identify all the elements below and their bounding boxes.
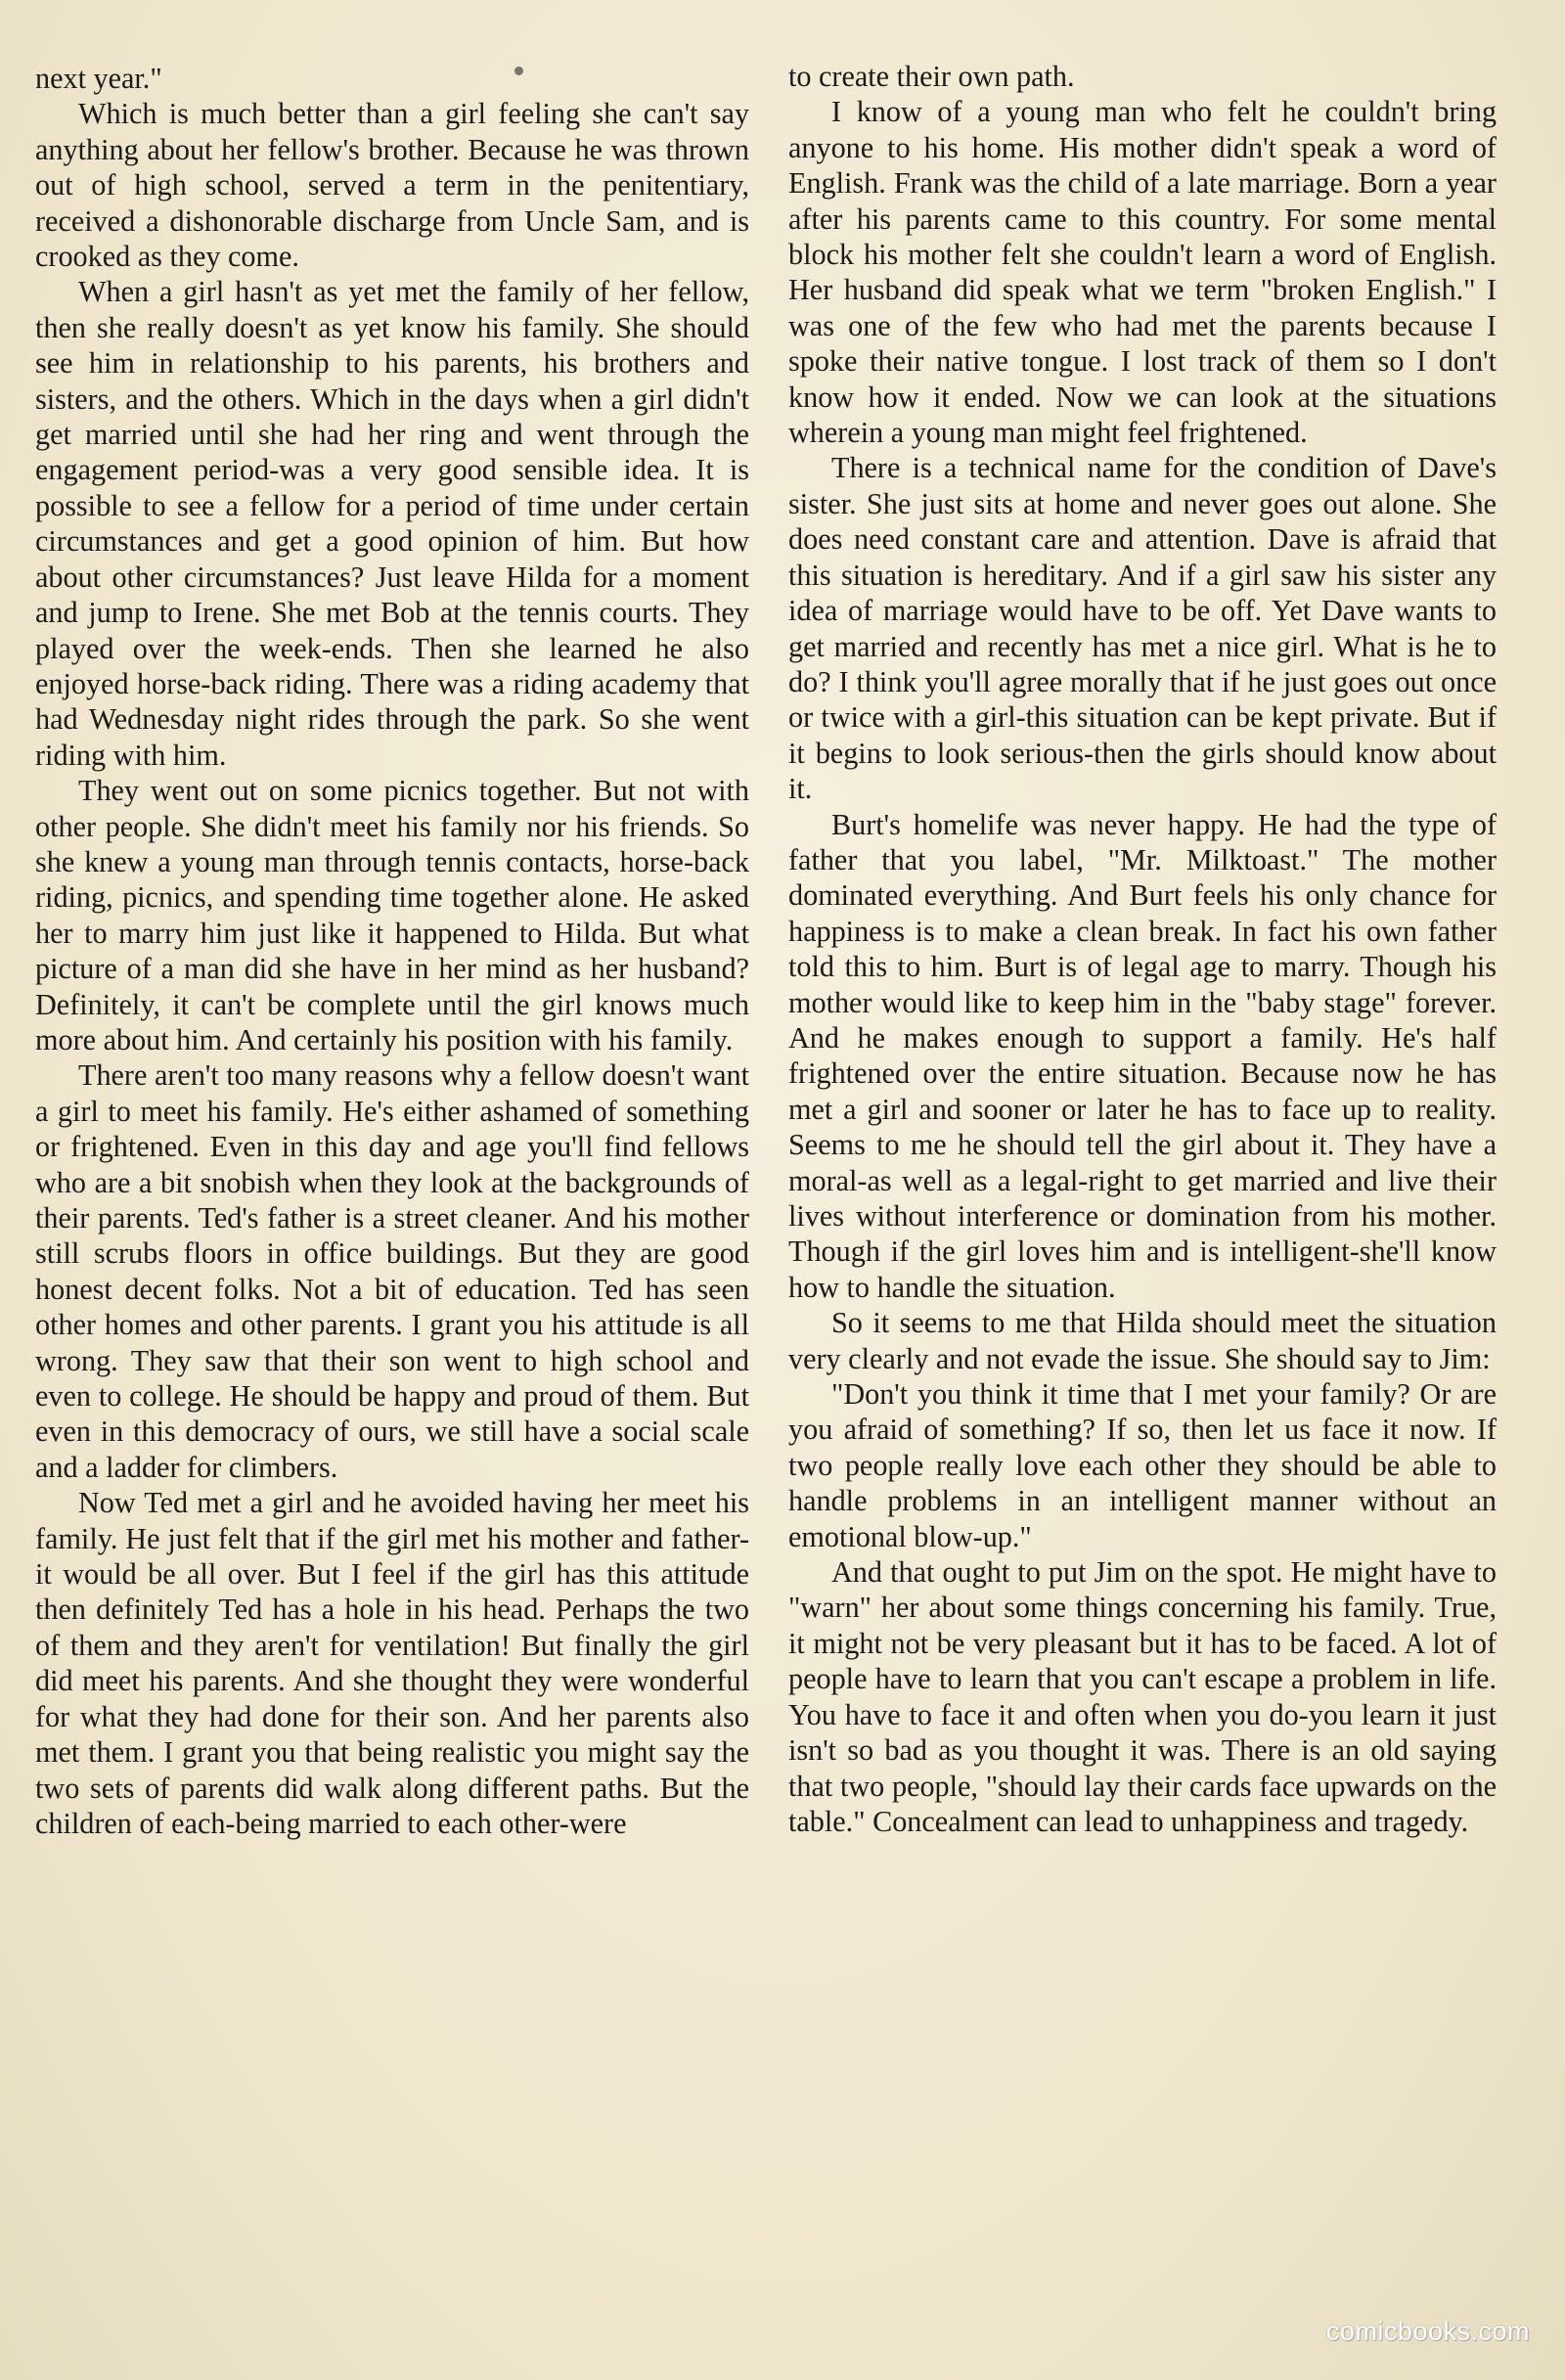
paragraph: There aren't too many reasons why a fellow doesn't want a girl to meet his family. He's either ashamed of something or frightened. Even in this day and age you'll find fellows who are a bit snobish when they look at the backgrounds of their parents. Ted's father is a street cleaner. And his mother still scrubs floors in office buildings. But they are good honest decent folks. Not a bit of education. Ted has seen other homes and other parents. I grant you his attitude is all wrong. They saw that their son went to high school and even to college. He should be happy and proud of them. But even in this democracy of ours, we still have a social scale and a ladder for climbers. bbox=[35, 1058, 749, 1484]
paragraph: Burt's homelife was never happy. He had the type of father that you label, "Mr. Milktoast." The mother dominated everything. And Burt feels his only chance for happiness is to make a clean break. In fact his own father told this to him. Burt is of legal age to marry. Though his mother would like to keep him in the "baby stage" forever. And he makes enough to support a family. He's half frightened over the entire situation. Because now he has met a girl and sooner or later he has to face up to reality. Seems to me he should tell the girl about it. They have a moral-as well as a legal-right to get married and live their lives without interference or domination from his mother. Though if the girl loves him and is intelligent-she'll know how to handle the situation. bbox=[788, 807, 1497, 1304]
paragraph: Which is much better than a girl feeling she can't say anything about her fellow's brother. Because he was thrown out of high school, served a term in the penitentiary, received a dishonorable discharge from Uncle Sam, and is crooked as they come. bbox=[35, 97, 749, 274]
paragraph: And that ought to put Jim on the spot. He might have to "warn" her about some things concerning his family. True, it might not be very pleasant but it has to be faced. A lot of people have to learn that you can't escape a problem in life. You have to face it and often when you do-you learn it just isn't so bad as you thought it was. There is an old saying that two people, "should lay their cards face upwards on the table." Concealment can lead to unhappiness and tragedy. bbox=[788, 1555, 1497, 1838]
right-text-column bbox=[788, 59, 1497, 1839]
paragraph: next year." bbox=[35, 62, 162, 95]
paragraph: When a girl hasn't as yet met the family of her fellow, then she really doesn't as yet know his family. She should see him in relationship to his parents, his brothers and sisters, and the others. Which in the days when a girl didn't get married until she had her ring and went through the engagement period-was a very good sensible idea. It is possible to see a fellow for a period of time under certain circumstances and get a good opinion of him. But how about other circumstances? Just leave Hilda for a moment and jump to Irene. She met Bob at the tennis courts. They played over the week-ends. Then she learned he also enjoyed horse-back riding. There was a riding academy that had Wednesday night rides through the park. So she went riding with him. bbox=[35, 275, 749, 772]
paragraph: I know of a young man who felt he couldn't bring anyone to his home. His mother didn't speak a word of English. Frank was the child of a late marriage. Born a year after his parents came to this country. For some mental block his mother felt she couldn't learn a word of English. Her husband did speak what we term "broken English." I was one of the few who had met the parents because I spoke their native tongue. I lost track of them so I don't know how it ended. Now we can look at the situations wherein a young man might feel frightened. bbox=[788, 95, 1497, 450]
left-text-column bbox=[35, 61, 749, 1841]
paragraph: "Don't you think it time that I met your family? Or are you afraid of something? If so, then let us face it now. If two people really love each other they should be able to handle problems in an intelligent manner without an emotional blow-up." bbox=[788, 1377, 1497, 1553]
paragraph: to create their own path. bbox=[788, 60, 1075, 93]
paragraph: They went out on some picnics together. But not with other people. She didn't meet his family nor his friends. So she knew a young man through tennis contacts, horse-back riding, picnics, and spending time together alone. He asked her to marry him just like it happened to Hilda. But what picture of a man did she have in her mind as her husband? Definitely, it can't be complete until the girl knows much more about him. And certainly his position with his family. bbox=[35, 774, 749, 1056]
site-watermark: comicbooks.com bbox=[1325, 2316, 1530, 2346]
paragraph: There is a technical name for the condition of Dave's sister. She just sits at home and never goes out alone. She does need constant care and attention. Dave is afraid that this situation is hereditary. And if a girl saw his sister any idea of marriage would have to be off. Yet Dave wants to get married and recently has met a nice girl. What is he to do? I think you'll agree morally that if he just goes out once or twice with a girl-this situation can be kept private. But if it begins to look serious-then the girls should know about it. bbox=[788, 451, 1497, 806]
paragraph: Now Ted met a girl and he avoided having her meet his family. He just felt that if the girl met his mother and father-it would be all over. But I feel if the girl has this attitude then definitely Ted has a hole in his head. Perhaps the two of them and they aren't for ventilation! But finally the girl did meet his parents. And she thought they were wonderful for what they had done for their son. And her parents also met them. I grant you that being realistic you might say the two sets of parents did walk along different paths. But the children of each-being married to each other-were bbox=[35, 1486, 749, 1840]
paragraph: So it seems to me that Hilda should meet the situation very clearly and not evade the issue. She should say to Jim: bbox=[788, 1306, 1497, 1375]
